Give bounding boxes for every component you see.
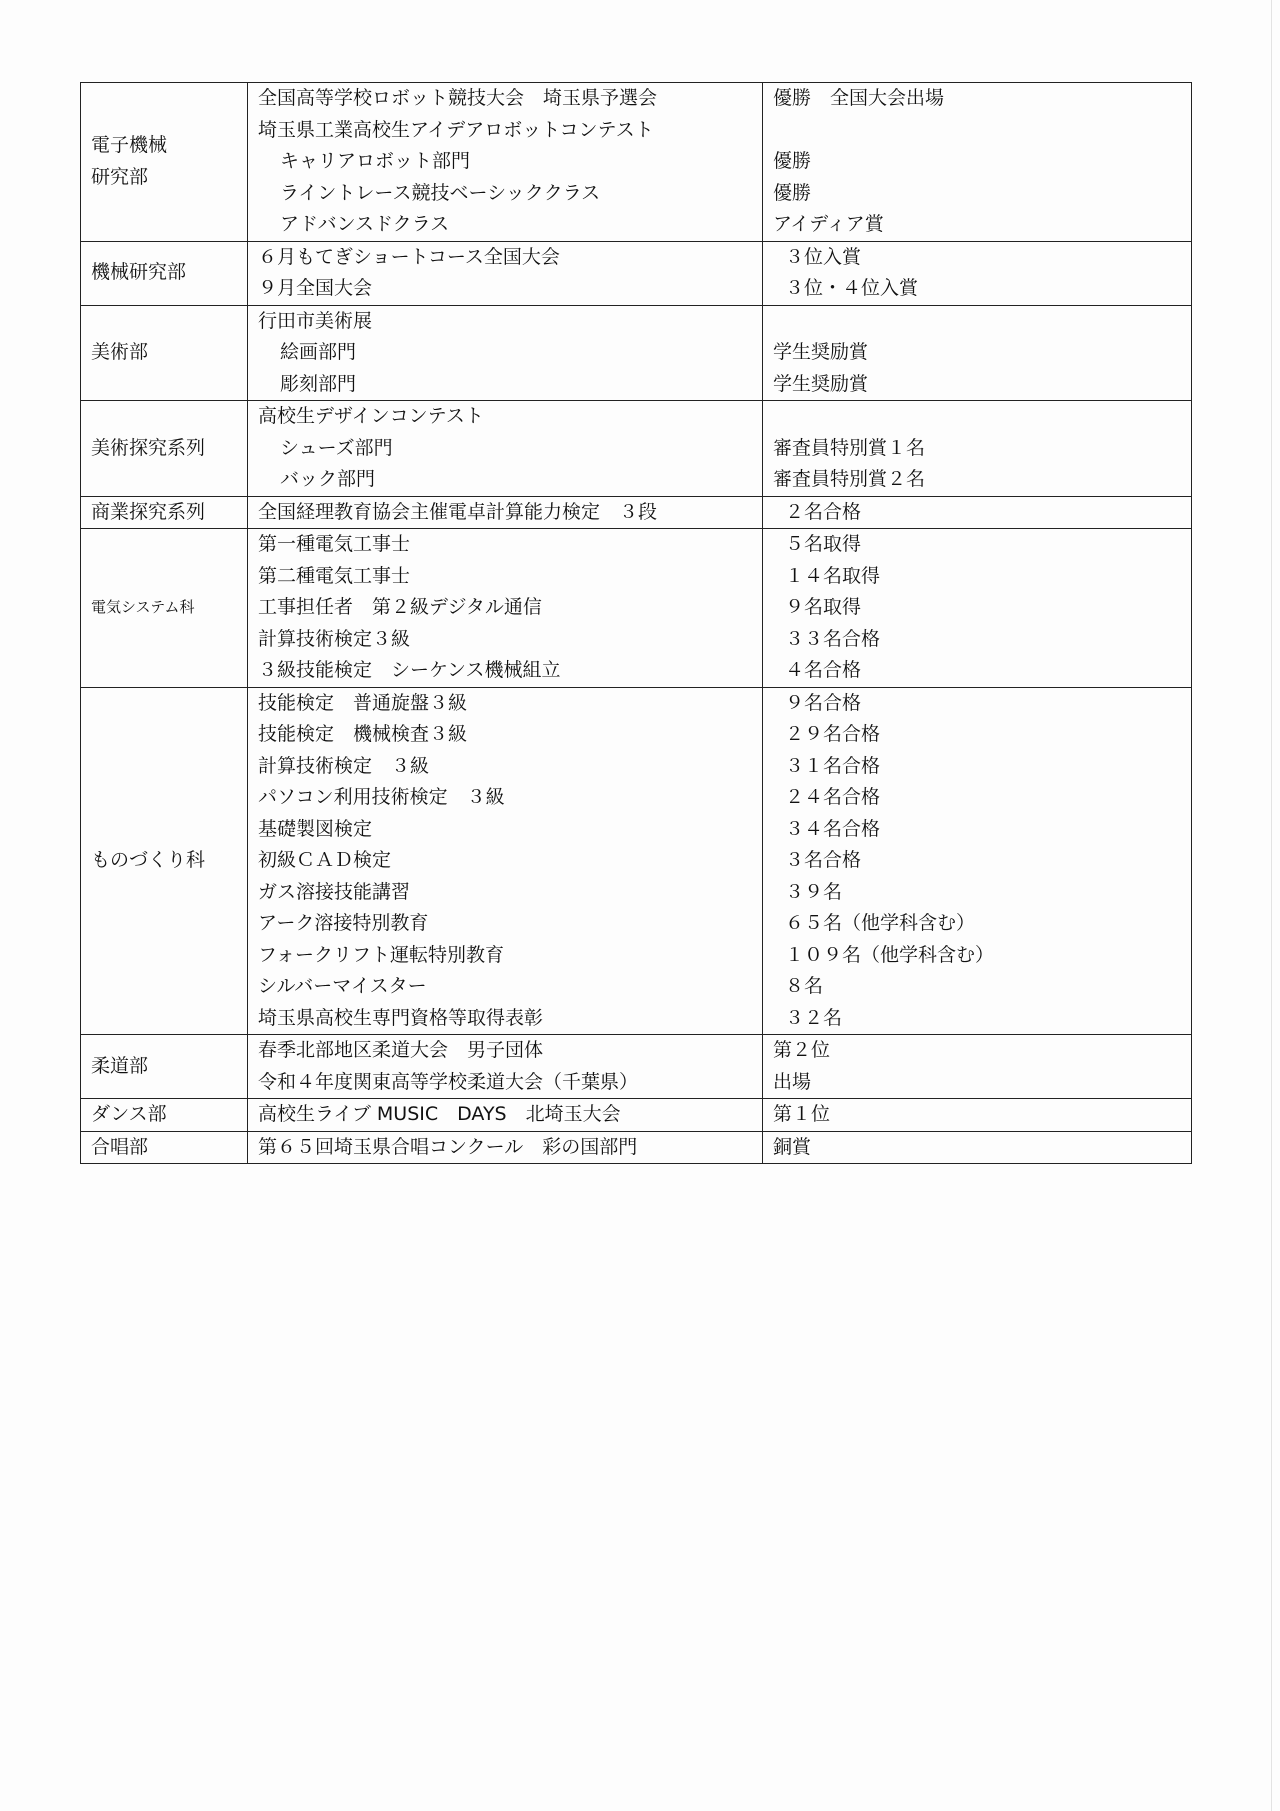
event-line: 第６５回埼玉県合唱コンクール 彩の国部門 — [258, 1135, 638, 1158]
result-line: アイディア賞 — [773, 213, 884, 235]
table-row — [81, 1099, 1192, 1132]
event-line: パソコン利用技術検定 ３級 — [258, 786, 505, 808]
event-line: 計算技術検定 ３級 — [258, 754, 430, 777]
result-line: ３９名 — [785, 880, 843, 903]
event-line: 埼玉県工業高校生アイデアロボットコンテスト — [258, 118, 654, 141]
result-line — [773, 306, 1183, 338]
event-line: アーク溶接特別教育 — [258, 912, 429, 934]
page-edge — [1271, 0, 1272, 1811]
club-name-line: 電気システム科 — [91, 598, 195, 616]
result-cell — [763, 241, 1192, 305]
result-line: １０９名（他学科含む） — [785, 943, 995, 966]
club-cell — [81, 529, 248, 688]
result-line — [773, 115, 1183, 147]
result-line: ５名取得 — [785, 533, 862, 555]
table-row — [81, 241, 1192, 305]
result-line: ３４名合格 — [785, 817, 881, 840]
result-line: ８名 — [785, 975, 824, 997]
event-cell — [248, 241, 763, 305]
event-cell — [248, 305, 763, 401]
result-line: ２９名合格 — [785, 723, 881, 745]
result-line: ３１名合格 — [785, 754, 881, 777]
result-line: 優勝 全国大会出場 — [773, 87, 945, 109]
result-line: ３２名 — [785, 1006, 843, 1029]
club-name-line: ダンス部 — [91, 1103, 167, 1125]
event-line: 基礎製図検定 — [258, 817, 373, 840]
result-line: 学生奨励賞 — [773, 372, 869, 395]
result-cell — [763, 687, 1192, 1035]
event-line: ガス溶接技能講習 — [258, 880, 411, 903]
result-cell — [763, 529, 1192, 688]
event-line: 初級ＣＡＤ検定 — [258, 849, 392, 871]
club-cell — [81, 83, 248, 242]
result-line — [773, 401, 1183, 433]
table-row — [81, 687, 1192, 1035]
event-line: 技能検定 機械検査３級 — [258, 723, 468, 745]
result-line: 優勝 — [773, 150, 812, 172]
result-line: ２名合格 — [785, 500, 862, 523]
result-line: ３名合格 — [785, 849, 862, 871]
result-line: ３位・４位入賞 — [785, 277, 919, 299]
result-cell — [763, 401, 1192, 497]
club-cell — [81, 305, 248, 401]
result-line: ４名合格 — [785, 659, 862, 681]
event-line: 全国高等学校ロボット競技大会 埼玉県予選会 — [258, 87, 658, 109]
event-line: フォークリフト運転特別教育 — [258, 943, 505, 966]
table-row — [81, 529, 1192, 688]
event-cell — [248, 83, 763, 242]
club-cell — [81, 241, 248, 305]
table-row — [81, 496, 1192, 529]
event-line: ６月もてぎショートコース全国大会 — [258, 245, 560, 268]
event-line: ９月全国大会 — [258, 277, 373, 299]
club-name-line: 美術探究系列 — [91, 436, 206, 459]
event-cell — [248, 1035, 763, 1099]
table-row — [81, 83, 1192, 242]
result-line: ９名合格 — [785, 691, 862, 714]
result-line: ３３名合格 — [785, 627, 881, 650]
event-line: 全国経理教育協会主催電卓計算能力検定 ３段 — [258, 500, 658, 523]
results-table — [80, 82, 1192, 1164]
result-line: 出場 — [773, 1070, 812, 1093]
event-cell — [248, 496, 763, 529]
event-cell — [248, 529, 763, 688]
table-row — [81, 401, 1192, 497]
result-line: ６５名（他学科含む） — [785, 912, 976, 934]
result-cell — [763, 1131, 1192, 1164]
club-cell — [81, 496, 248, 529]
club-cell — [81, 1099, 248, 1132]
result-cell — [763, 496, 1192, 529]
club-cell — [81, 1035, 248, 1099]
result-line: １４名取得 — [785, 564, 881, 587]
event-line: 絵画部門 — [280, 341, 357, 363]
result-cell — [763, 1099, 1192, 1132]
event-line: 行田市美術展 — [258, 309, 373, 332]
club-name-line: 研究部 — [91, 165, 149, 188]
result-cell — [763, 1035, 1192, 1099]
event-line: 高校生ライブ MUSIC DAYS 北埼玉大会 — [258, 1103, 621, 1125]
event-line: アドバンスドクラス — [280, 213, 450, 235]
result-line: 銅賞 — [773, 1135, 812, 1158]
event-line: ライントレース競技ベーシッククラス — [280, 181, 601, 204]
event-cell — [248, 1131, 763, 1164]
event-line: シルバーマイスター — [258, 975, 427, 997]
result-line: 第１位 — [773, 1103, 831, 1125]
result-line: 学生奨励賞 — [773, 341, 869, 363]
event-line: 埼玉県高校生専門資格等取得表彰 — [258, 1006, 544, 1029]
event-line: 春季北部地区柔道大会 男子団体 — [258, 1039, 544, 1061]
result-line: 優勝 — [773, 181, 812, 204]
event-line: ３級技能検定 シーケンス機械組立 — [258, 659, 561, 681]
result-line: 審査員特別賞１名 — [773, 436, 926, 459]
table-row — [81, 1035, 1192, 1099]
event-line: 技能検定 普通旋盤３級 — [258, 691, 468, 714]
result-line: 審査員特別賞２名 — [773, 468, 926, 490]
club-cell — [81, 1131, 248, 1164]
event-line: 第二種電気工事士 — [258, 564, 411, 587]
event-line: 第一種電気工事士 — [258, 533, 411, 555]
table-row — [81, 305, 1192, 401]
club-name-line: 電子機械 — [91, 134, 168, 157]
result-line: 第２位 — [773, 1039, 831, 1061]
club-cell — [81, 687, 248, 1035]
event-line: 工事担任者 第２級デジタル通信 — [258, 596, 542, 618]
club-name-line: 合唱部 — [91, 1135, 149, 1158]
table-row — [81, 1131, 1192, 1164]
result-line: ２４名合格 — [785, 786, 881, 808]
event-line: 高校生デザインコンテスト — [258, 405, 484, 427]
event-line: キャリアロボット部門 — [280, 150, 471, 172]
club-name-line: 美術部 — [91, 341, 149, 363]
club-name-line: 商業探究系列 — [91, 500, 206, 523]
event-line: 令和４年度関東高等学校柔道大会（千葉県） — [258, 1070, 639, 1093]
result-line: ９名取得 — [785, 596, 862, 618]
event-cell — [248, 401, 763, 497]
result-cell — [763, 305, 1192, 401]
event-line: 彫刻部門 — [280, 372, 357, 395]
event-cell — [248, 1099, 763, 1132]
club-name-line: ものづくり科 — [91, 849, 206, 871]
event-cell — [248, 687, 763, 1035]
event-line: シューズ部門 — [280, 436, 393, 459]
result-cell — [763, 83, 1192, 242]
club-cell — [81, 401, 248, 497]
event-line: バック部門 — [280, 468, 376, 490]
result-line: ３位入賞 — [785, 245, 862, 268]
club-name-line: 柔道部 — [91, 1054, 149, 1077]
event-line: 計算技術検定３級 — [258, 627, 411, 650]
club-name-line: 機械研究部 — [91, 261, 187, 284]
